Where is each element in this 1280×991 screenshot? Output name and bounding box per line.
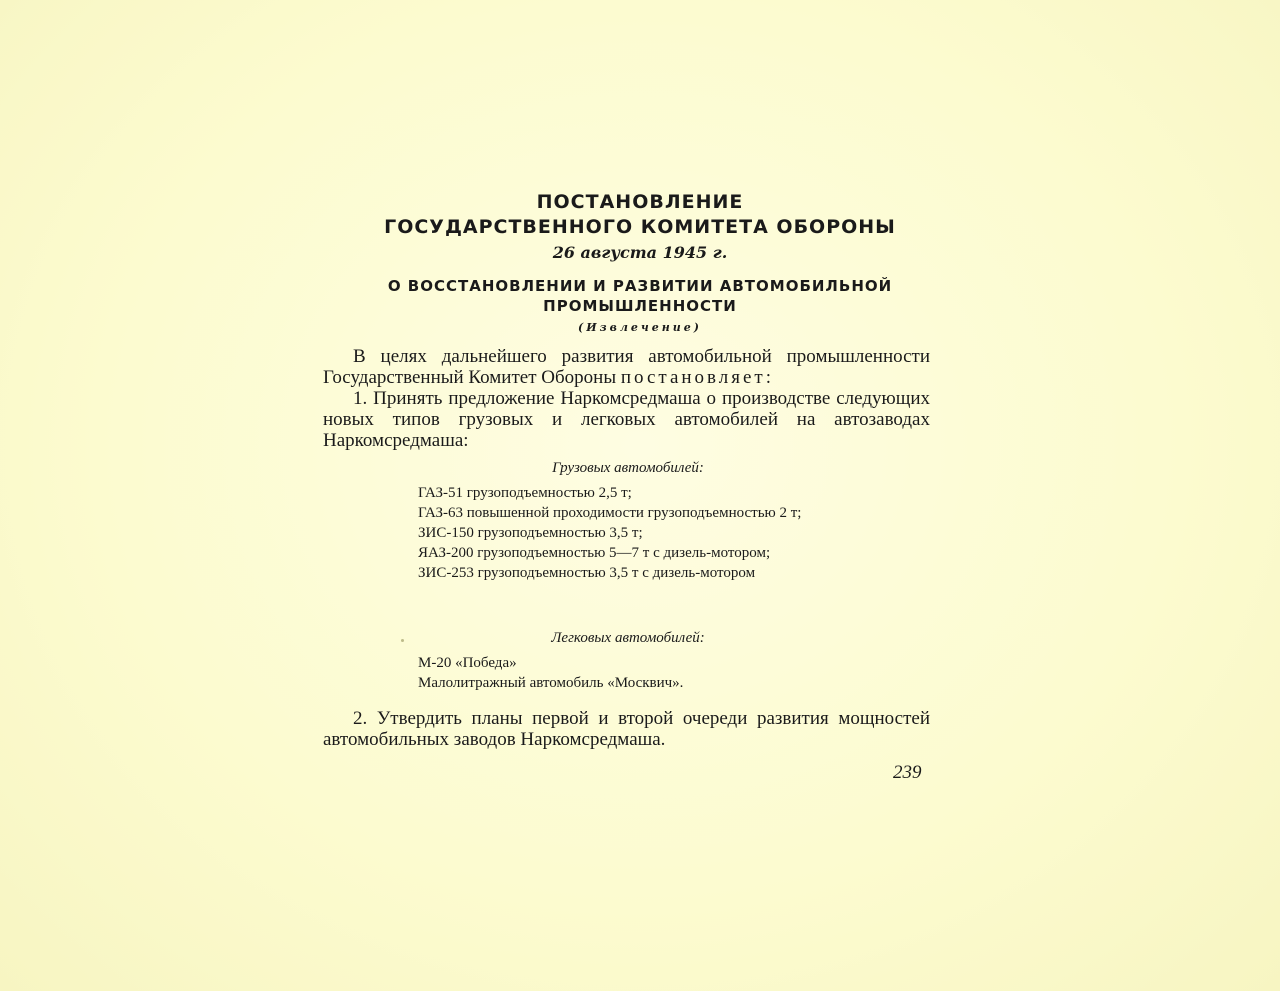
extract-label: (Извлечение) — [578, 321, 702, 334]
cars-list — [418, 655, 833, 695]
item-2-paragraph: 2. Утвердить планы первой и второй очереди развития мощностей автомобильных заводов Наркомсредмаша. — [323, 708, 930, 750]
list-item: Малолитражный автомобиль «Москвич». — [418, 675, 684, 691]
trucks-list — [418, 485, 833, 585]
intro-paragraph — [323, 346, 930, 388]
document-title-line-1: ПОСТАНОВЛЕНИЕ — [536, 191, 744, 213]
document-date: 26 августа 1945 г. — [552, 243, 728, 262]
list-item: ЯАЗ-200 грузоподъемностью 5—7 т с дизель-мотором; — [418, 545, 771, 561]
list-item: ЗИС-150 грузоподъемностью 3,5 т; — [418, 525, 643, 541]
subject-heading-line-1: О ВОССТАНОВЛЕНИИ И РАЗВИТИИ АВТОМОБИЛЬНОЙ — [387, 277, 893, 295]
page-number: 239 — [893, 762, 922, 783]
subject-heading-line-2: ПРОМЫШЛЕННОСТИ — [543, 297, 737, 315]
intro-text: В целях дальнейшего развития автомобильной промышленности Государственный Комитет Обороны — [323, 346, 930, 388]
list-item: ГАЗ-51 грузоподъемностью 2,5 т; — [418, 485, 632, 501]
document-title-line-2: ГОСУДАРСТВЕННОГО КОМИТЕТА ОБОРОНЫ — [384, 216, 896, 238]
intro-verb: постановляет: — [620, 367, 775, 388]
cars-heading: Легковых автомобилей: — [551, 630, 705, 646]
intro-section — [323, 346, 930, 451]
list-item: ГАЗ-63 повышенной проходимости грузоподъемностью 2 т; — [418, 505, 802, 521]
item-2-section — [323, 708, 930, 750]
trucks-heading: Грузовых автомобилей: — [552, 460, 704, 476]
list-item: ЗИС-253 грузоподъемностью 3,5 т с дизель-мотором — [418, 565, 756, 581]
item-1-paragraph: 1. Принять предложение Наркомсредмаша о производстве следующих новых типов грузовых и легковых автомобилей на автозаводах Наркомсредмаша: — [323, 388, 930, 451]
list-item: М-20 «Победа» — [418, 655, 517, 671]
